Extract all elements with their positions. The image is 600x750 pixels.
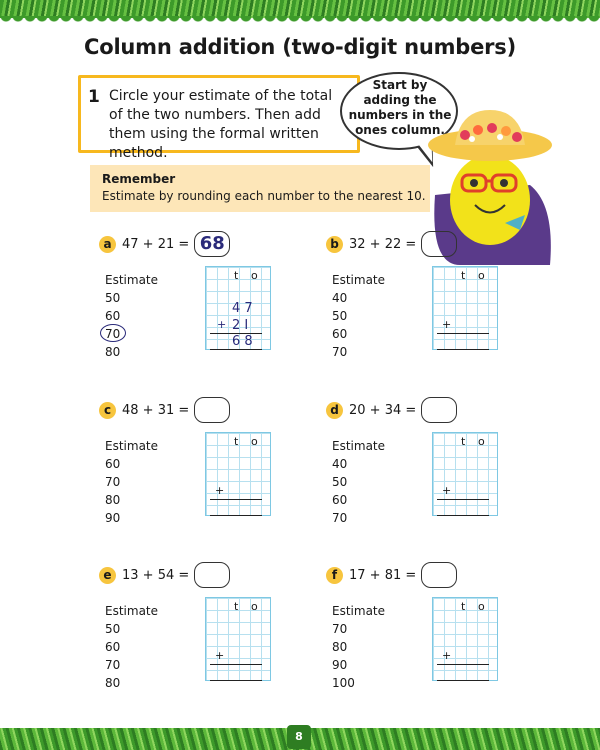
tens-header: t xyxy=(234,435,239,448)
sum-line xyxy=(437,333,489,334)
page-number: 8 xyxy=(287,725,311,749)
problem-f xyxy=(326,562,457,588)
tens-header: t xyxy=(461,435,466,448)
estimate-option[interactable]: 50 xyxy=(332,309,348,323)
top-grass-border xyxy=(0,0,600,18)
ones-header: o xyxy=(478,600,485,613)
estimate-option[interactable]: 80 xyxy=(105,676,121,690)
estimate-option[interactable]: 100 xyxy=(332,676,355,690)
estimate-label: Estimate xyxy=(105,604,159,618)
question-number: 1 xyxy=(88,87,100,107)
estimate-option[interactable]: 60 xyxy=(105,640,121,654)
estimate-circle xyxy=(100,324,126,342)
ones-header: o xyxy=(478,435,485,448)
tens-header: t xyxy=(234,269,239,282)
estimate-option[interactable]: 70 xyxy=(105,327,121,341)
problem-sum: 20 + 34 = xyxy=(349,402,417,418)
problem-letter: a xyxy=(99,236,116,253)
estimate-option[interactable]: 60 xyxy=(332,493,348,507)
estimate-label: Estimate xyxy=(105,439,159,453)
problem-sum: 17 + 81 = xyxy=(349,567,417,583)
estimate-option[interactable]: 40 xyxy=(332,457,348,471)
plus-sign: + xyxy=(215,649,225,662)
sum-line xyxy=(437,664,489,665)
sum-line xyxy=(210,349,262,350)
problem-letter: d xyxy=(326,402,343,419)
ones-header: o xyxy=(251,269,258,282)
ones-header: o xyxy=(251,435,258,448)
answer-box[interactable] xyxy=(421,231,457,257)
answer-box[interactable] xyxy=(421,562,457,588)
sum-line xyxy=(437,680,489,681)
problem-sum: 48 + 31 = xyxy=(122,402,190,418)
tens-header: t xyxy=(234,600,239,613)
estimate-option[interactable]: 60 xyxy=(105,309,121,323)
estimate-option[interactable]: 70 xyxy=(332,345,348,359)
problem-sum: 47 + 21 = xyxy=(122,236,190,252)
estimate-option[interactable]: 80 xyxy=(332,640,348,654)
plus-sign: + xyxy=(217,318,227,331)
ones-header: o xyxy=(251,600,258,613)
estimate-label: Estimate xyxy=(332,439,386,453)
plus-sign: + xyxy=(215,484,225,497)
problem-letter: f xyxy=(326,567,343,584)
sum-line xyxy=(437,349,489,350)
answer-box[interactable]: 68 xyxy=(194,231,230,257)
speech-bubble-text: Start by adding the numbers in the ones column. xyxy=(348,78,452,137)
estimate-label: Estimate xyxy=(105,273,159,287)
estimate-list xyxy=(105,271,158,361)
estimate-option[interactable]: 80 xyxy=(105,345,121,359)
answer-box[interactable] xyxy=(421,397,457,423)
addend-1: 4 7 xyxy=(232,301,253,316)
answer-box[interactable] xyxy=(194,562,230,588)
problem-letter: b xyxy=(326,236,343,253)
estimate-option[interactable]: 60 xyxy=(105,457,121,471)
estimate-option[interactable]: 90 xyxy=(105,511,121,525)
plus-sign: + xyxy=(442,484,452,497)
sum-line xyxy=(210,515,262,516)
addend-2: 2 I xyxy=(232,318,249,333)
remember-title: Remember xyxy=(102,172,176,186)
estimate-list xyxy=(332,437,385,527)
answer-box[interactable] xyxy=(194,397,230,423)
plus-sign: + xyxy=(442,649,452,662)
estimate-option[interactable]: 40 xyxy=(332,291,348,305)
estimate-option[interactable]: 90 xyxy=(332,658,348,672)
estimate-option[interactable]: 50 xyxy=(105,622,121,636)
estimate-list xyxy=(332,602,385,692)
problem-letter: c xyxy=(99,402,116,419)
sum-line xyxy=(210,680,262,681)
sum-line xyxy=(437,499,489,500)
tens-header: t xyxy=(461,269,466,282)
estimate-list xyxy=(332,271,385,361)
plus-sign: + xyxy=(442,318,452,331)
estimate-option[interactable]: 70 xyxy=(105,475,121,489)
sum-line xyxy=(437,515,489,516)
estimate-option[interactable]: 70 xyxy=(332,622,348,636)
estimate-label: Estimate xyxy=(332,273,386,287)
problem-b xyxy=(326,231,457,257)
problem-sum: 32 + 22 = xyxy=(349,236,417,252)
estimate-option[interactable]: 50 xyxy=(332,475,348,489)
ones-header: o xyxy=(478,269,485,282)
estimate-list xyxy=(105,437,158,527)
page-title: Column addition (two-digit numbers) xyxy=(84,35,516,59)
estimate-option[interactable]: 80 xyxy=(105,493,121,507)
estimate-option[interactable]: 70 xyxy=(332,511,348,525)
problem-a xyxy=(99,231,230,257)
tens-header: t xyxy=(461,600,466,613)
estimate-option[interactable]: 60 xyxy=(332,327,348,341)
problem-letter: e xyxy=(99,567,116,584)
estimate-option[interactable]: 50 xyxy=(105,291,121,305)
sum-line xyxy=(210,499,262,500)
question-text: Circle your estimate of the total of the two numbers. Then add them using the formal written method. xyxy=(109,88,333,161)
problem-d xyxy=(326,397,457,423)
result: 6 8 xyxy=(232,334,253,349)
remember-text: Estimate by rounding each number to the nearest 10. xyxy=(102,189,426,203)
problem-c xyxy=(99,397,230,423)
problem-e xyxy=(99,562,230,588)
estimate-label: Estimate xyxy=(332,604,386,618)
sum-line xyxy=(210,664,262,665)
estimate-option[interactable]: 70 xyxy=(105,658,121,672)
problem-sum: 13 + 54 = xyxy=(122,567,190,583)
estimate-list xyxy=(105,602,158,692)
